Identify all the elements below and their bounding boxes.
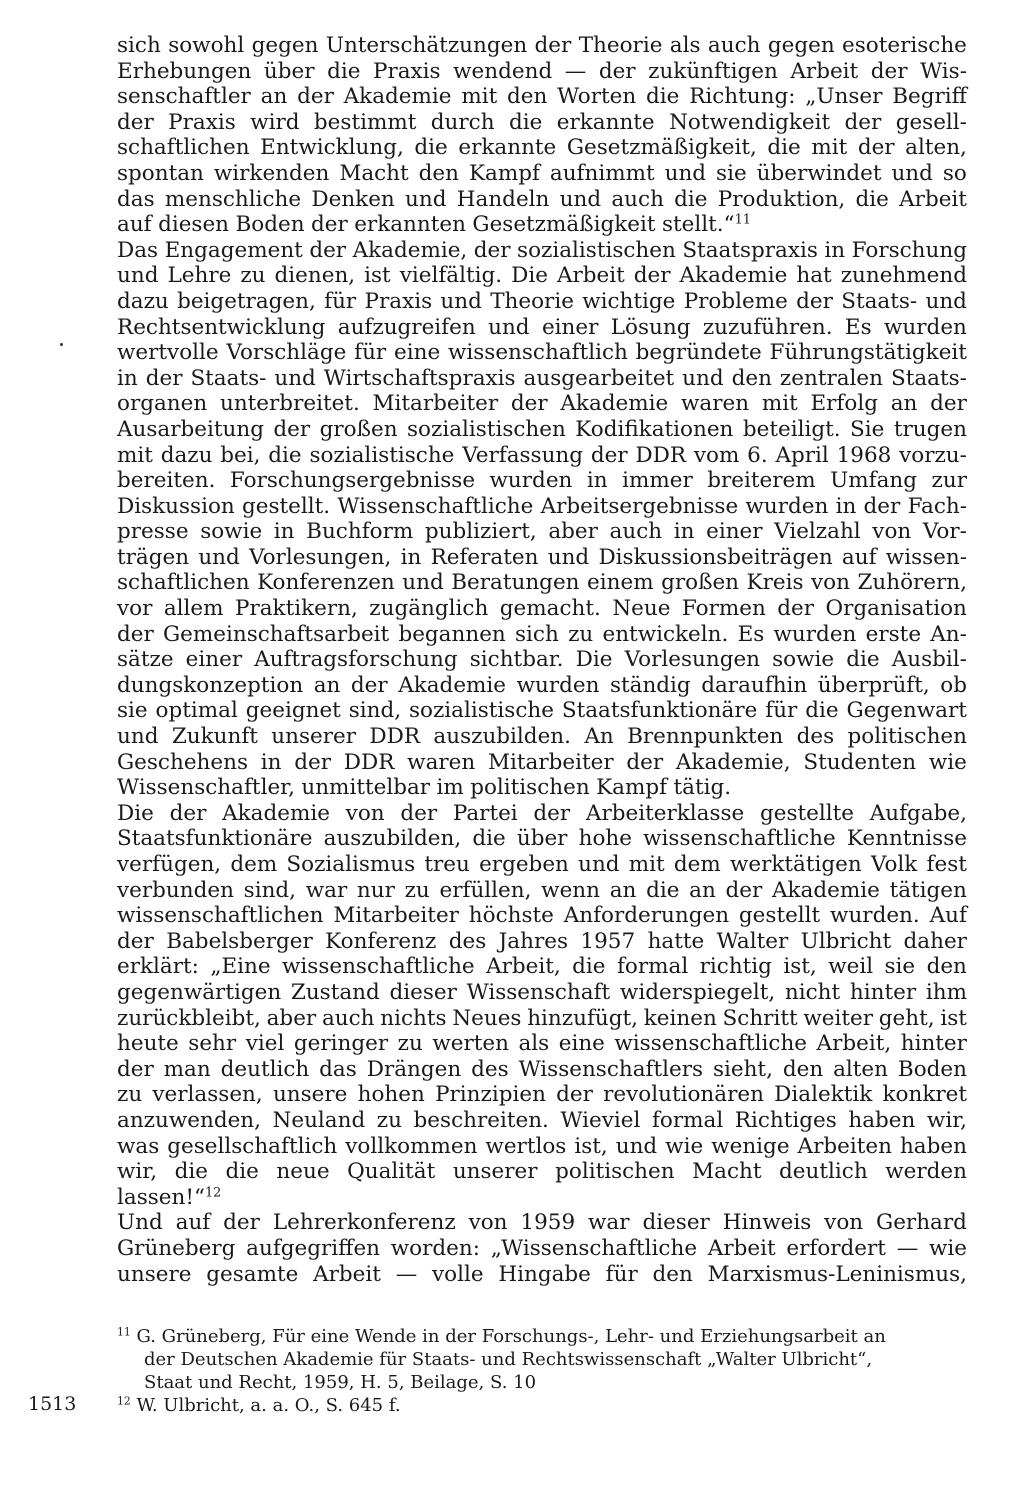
text-line: senschaftler an der Akademie mit den Worten die Richtung: „Unser Begriff <box>117 84 967 110</box>
footnote-reference: 11 <box>734 212 751 228</box>
text-line: Ausarbeitung der großen sozialistischen Kodifikationen beteiligt. Sie trugen <box>117 416 967 442</box>
footnotes <box>117 1325 977 1417</box>
page-number: 1513 <box>28 1393 77 1415</box>
text-line: spontan wirkenden Macht den Kampf aufnimmt und sie überwindet und so <box>117 160 967 186</box>
text-line: gegenwärtigen Zustand dieser Wissenschaft widerspiegelt, nicht hinter ihm <box>117 979 967 1005</box>
text-line: Die der Akademie von der Partei der Arbeiterklasse gestellte Aufgabe, <box>117 800 967 826</box>
text-line: bereiten. Forschungsergebnisse wurden in immer breiterem Umfang zur <box>117 468 967 494</box>
text-line: verbunden sind, war nur zu erfüllen, wenn an die an der Akademie tätigen <box>117 877 967 903</box>
text-line: trägen und Vorlesungen, in Referaten und Diskussionsbeiträgen auf wissen- <box>117 544 967 570</box>
text-line: und Zukunft unserer DDR auszubilden. An Brennpunkten des politischen <box>117 724 967 750</box>
text-line: Geschehens in der DDR waren Mitarbeiter der Akademie, Studenten wie <box>117 749 967 775</box>
footnote-number: 12 <box>117 1394 131 1408</box>
text-line: der Gemeinschaftsarbeit begannen sich zu entwickeln. Es wurden erste An- <box>117 621 967 647</box>
footnote-line: der Deutschen Akademie für Staats- und Rechtswissenschaft „Walter Ulbricht“, <box>144 1349 873 1370</box>
text-line: schaftlichen Entwicklung, die erkannte Gesetzmäßigkeit, die mit der alten, <box>117 135 967 161</box>
text-line: wissenschaftlichen Mitarbeiter höchste Anforderungen gestellt wurden. Auf <box>117 903 967 929</box>
text-line: in der Staats- und Wirtschaftspraxis ausgearbeitet und den zentralen Staats- <box>117 365 967 391</box>
text-line: wir, die die neue Qualität unserer politischen Macht deutlich werden <box>117 1159 967 1185</box>
text-line: organen unterbreitet. Mitarbeiter der Akademie waren mit Erfolg an der <box>117 391 967 417</box>
text-line: Grüneberg aufgegriffen worden: „Wissenschaftliche Arbeit erfordert — wie <box>117 1235 967 1261</box>
text-line: der man deutlich das Drängen des Wissenschaftlers sieht, den alten Boden <box>117 1056 967 1082</box>
text-line: zu verlassen, unsere hohen Prinzipien der revolutionären Dialektik konkret <box>117 1082 967 1108</box>
text-line: mit dazu bei, die sozialistische Verfassung der DDR vom 6. April 1968 vorzu- <box>117 442 967 468</box>
text-line: vor allem Praktikern, zugänglich gemacht. Neue Formen der Organisation <box>117 596 967 622</box>
text-line: und Lehre zu dienen, ist vielfältig. Die Arbeit der Akademie hat zunehmend <box>117 263 967 289</box>
text-line: was gesellschaftlich vollkommen wertlos ist, und wie wenige Arbeiten haben <box>117 1133 967 1159</box>
footnote <box>117 1394 977 1417</box>
body-text <box>117 33 967 1287</box>
text-line: der Babelsberger Konferenz des Jahres 1957 hatte Walter Ulbricht daher <box>117 928 967 954</box>
footnote-line: $^{12}$ W. Ulbricht, a. a. O., S. 645 f. <box>117 1394 401 1416</box>
text-line: Diskussion gestellt. Wissenschaftliche Arbeitsergebnisse wurden in der Fach- <box>117 493 967 519</box>
text-line: Staatsfunktionäre auszubilden, die über hohe wissenschaftliche Kenntnisse <box>117 826 967 852</box>
text-line: Erhebungen über die Praxis wendend — der zukünftigen Arbeit der Wis- <box>117 58 967 84</box>
text-line: sie optimal geeignet sind, sozialistische Staatsfunktionäre für die Gegenwart <box>117 698 967 724</box>
text-line: heute sehr viel geringer zu werten als eine wissenschaftliche Arbeit, hinter <box>117 1031 967 1057</box>
text-line: auf diesen Boden der erkannten Gesetzmäßigkeit stellt.“$^{11}$ <box>117 212 751 238</box>
text-line: verfügen, dem Sozialismus treu ergeben und mit dem werktätigen Volk fest <box>117 852 967 877</box>
text-line: Wissenschaftler, unmittelbar im politischen Kampf tätig. <box>117 775 732 801</box>
text-line: sätze einer Auftragsforschung sichtbar. Die Vorlesungen sowie die Ausbil- <box>117 647 967 673</box>
text-line: Rechtsentwicklung aufzugreifen und einer Lösung zuzuführen. Es wurden <box>117 314 967 340</box>
text-line: zurückbleibt, aber auch nichts Neues hinzufügt, keinen Schritt weiter geht, ist <box>117 1005 967 1031</box>
text-line: Und auf der Lehrerkonferenz von 1959 war dieser Hinweis von Gerhard <box>117 1210 967 1236</box>
text-line: sich sowohl gegen Unterschätzungen der Theorie als auch gegen esoterische <box>117 33 967 58</box>
text-line: wertvolle Vorschläge für eine wissenschaftlich begründete Führungstätigkeit <box>117 340 967 366</box>
footnote-number: 11 <box>117 1325 131 1339</box>
footnote-line: Staat und Recht, 1959, H. 5, Beilage, S. 10 <box>144 1372 537 1393</box>
text-line: unsere gesamte Arbeit — volle Hingabe für den Marxismus-Leninismus, <box>117 1261 967 1287</box>
text-line: presse sowie in Buchform publiziert, aber auch in einer Vielzahl von Vor- <box>117 519 967 545</box>
text-line: lassen!“$^{12}$ <box>117 1184 222 1210</box>
footnote <box>117 1325 977 1394</box>
text-line: das menschliche Denken und Handeln und auch die Produktion, die Arbeit <box>117 186 967 212</box>
text-line: anzuwenden, Neuland zu beschreiten. Wieviel formal Richtiges haben wir, <box>117 1107 967 1133</box>
text-line: der Praxis wird bestimmt durch die erkannte Notwendigkeit der gesell- <box>117 109 967 135</box>
footnote-reference: 12 <box>204 1184 222 1200</box>
text-line: Das Engagement der Akademie, der sozialistischen Staatspraxis in Forschung <box>117 237 967 263</box>
margin-mark <box>60 343 63 346</box>
text-line: dazu beigetragen, für Praxis und Theorie wichtige Probleme der Staats- und <box>117 288 967 314</box>
text-line: schaftlichen Konferenzen und Beratungen einem großen Kreis von Zuhörern, <box>117 570 967 596</box>
text-line: dungskonzeption an der Akademie wurden ständig daraufhin überprüft, ob <box>117 672 967 698</box>
footnote-line: $^{11}$ G. Grüneberg, Für eine Wende in der Forschungs-, Lehr- und Erziehungsarbeit an <box>117 1325 886 1347</box>
text-line: erklärt: „Eine wissenschaftliche Arbeit, die formal richtig ist, weil sie den <box>117 954 967 980</box>
